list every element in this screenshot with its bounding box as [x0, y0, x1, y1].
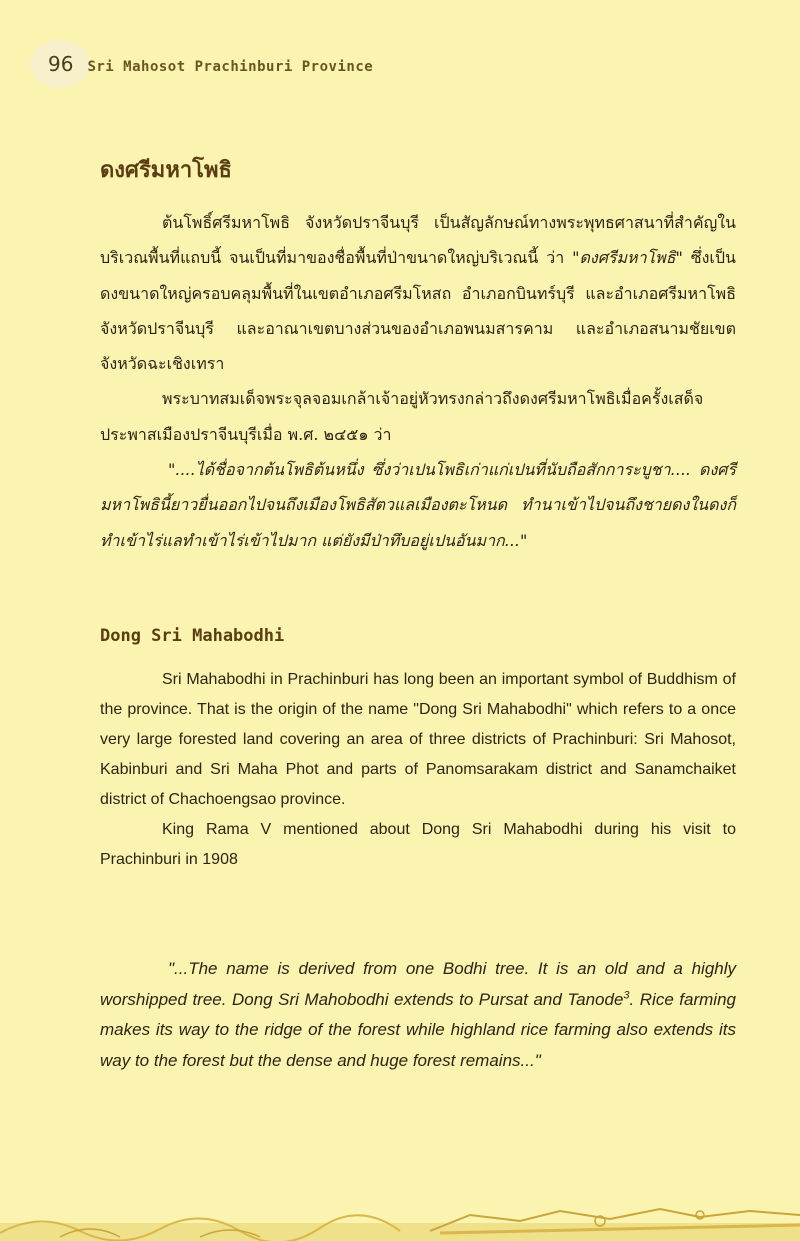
thai-paragraph-1-rest: ซึ่งเป็นดงขนาดใหญ่ครอบคลุมพื้นที่ในเขตอำเภอศรีมโหสถ อำเภอกบินทร์บุรี และอำเภอศรีมหาโพธิ จังหวัดปราจีนบุรี และอาณาเขตบางส่วนของอำเภอพนมสารคาม และอำเภอสนามชัยเขต จังหวัดฉะเชิงเทรา: [100, 248, 736, 374]
thai-quote: "....ได้ชื่อจากต้นโพธิต้นหนึ่ง ซึ่งว่าเปนโพธิเก่าแก่เปนที่นับถือสักการะบูชา.... ดงศรีมหาโพธินี้ยาวยื่นออกไปจนถึงเมืองโพธิสัตวแลเมืองตะโหนด ทำนาเข้าไปจนถึงชายดงในดงก็ทำเข้าไร่แลทำเข้าไร่เข้าไปมาก แต่ยังมีป่าทึบอยู่เปนอันมาก...": [100, 460, 736, 550]
thai-paragraph-2: พระบาทสมเด็จพระจุลจอมเกล้าเจ้าอยู่หัวทรงกล่าวถึงดงศรีมหาโพธิเมื่อครั้งเสด็จประพาสเมืองปราจีนบุรีเมื่อ พ.ศ. ๒๔๕๑ ว่า: [100, 389, 704, 444]
page-header: [48, 52, 373, 76]
english-quote-part-2: . Rice farming makes its way to the ridge of the forest while highland rice farming also extends its way to the forest but the dense and huge forest remains...": [100, 989, 736, 1070]
english-quote: [100, 954, 736, 1076]
english-paragraph-1: Sri Mahabodhi in Prachinburi has long been an important symbol of Buddhism of the province. That is the origin of the name "Dong Sri Mahabodhi" which refers to a once very large forested land covering an area of three districts of Prachinburi: Sri Mahosot, Kabinburi and Sri Maha Phot and parts of Panomsarakam district and Sanamchaiket district of Chachoengsao province.: [100, 671, 736, 808]
running-title: Sri Mahosot Prachinburi Province: [87, 59, 374, 75]
footnote-marker: 3: [623, 988, 630, 1001]
english-paragraph-2: King Rama V mentioned about Dong Sri Mahabodhi during his visit to Prachinburi in 1908: [100, 821, 736, 868]
thai-paragraph-1: [100, 205, 736, 381]
english-quote-part-1: "...The name is derived from one Bodhi tree. It is an old and a highly worshipped tree. Dong Sri Mahobodhi extends to Pursat and Tanode: [100, 959, 736, 1009]
page-number: 96: [48, 52, 74, 76]
thai-body: [100, 205, 736, 558]
english-body: [100, 665, 736, 875]
decorative-border-ornament: [0, 1181, 800, 1241]
english-section-heading: Dong Sri Mahabodhi: [100, 626, 285, 646]
thai-section-heading: ดงศรีมหาโพธิ: [100, 158, 232, 183]
thai-paragraph-1-emphasis: "ดงศรีมหาโพธิ": [572, 248, 683, 268]
thai-paragraph-1-text: ต้นโพธิ์ศรีมหาโพธิ จังหวัดปราจีนบุรี เป็นสัญลักษณ์ทางพระพุทธศาสนาที่สำคัญในบริเวณพื้นที่แถบนี้ จนเป็นที่มาของชื่อพื้นที่ป่าขนาดใหญ่บริเวณนี้ ว่า: [100, 213, 736, 268]
